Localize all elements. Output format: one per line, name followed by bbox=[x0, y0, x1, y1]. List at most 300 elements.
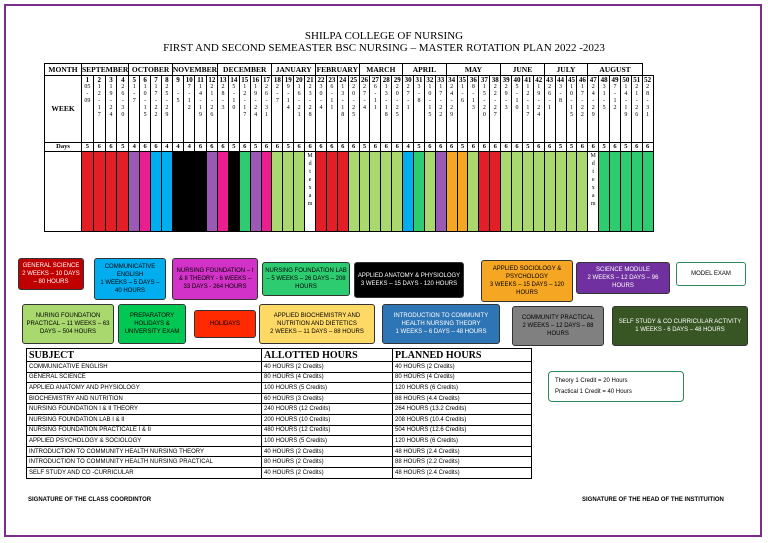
week-dates: 2 9 - 3 bbox=[504, 84, 508, 111]
subject-cell: COMMUNICATIVE ENGLISH bbox=[27, 362, 262, 373]
week-cell bbox=[228, 76, 239, 143]
week-dates: 1 7 - 2 2 bbox=[439, 84, 443, 118]
legend-box: SCIENCE MODULE 2 WEEKS – 12 DAYS – 96 HOURS bbox=[576, 262, 670, 294]
week-dates: 1 3 - 1 8 bbox=[384, 84, 388, 118]
days-cell: 6 bbox=[272, 143, 283, 152]
week-number: 19 bbox=[284, 76, 292, 84]
week-cell bbox=[195, 76, 206, 143]
rotation-color-cell bbox=[261, 152, 272, 232]
days-cell: 4 bbox=[172, 143, 183, 152]
week-dates: 2 4 - 2 9 bbox=[450, 84, 454, 118]
week-dates: 1 0 - 1 5 bbox=[428, 84, 432, 118]
planned-cell: 48 HOURS (2.4 Credits) bbox=[393, 467, 532, 478]
rotation-color-cell bbox=[117, 152, 129, 232]
week-number: 18 bbox=[273, 76, 281, 84]
rotation-color-cell bbox=[599, 152, 610, 232]
week-number: 52 bbox=[644, 76, 652, 84]
week-number: 5 bbox=[132, 76, 136, 84]
week-number: 16 bbox=[252, 76, 260, 84]
week-dates: 1 - 7 bbox=[132, 84, 136, 104]
week-cell bbox=[610, 76, 621, 143]
week-cell bbox=[172, 76, 183, 143]
week-cell bbox=[512, 76, 523, 143]
rotation-color-cell bbox=[403, 152, 414, 232]
week-dates: 2 5 - 2 9 bbox=[165, 84, 169, 118]
rotation-color-cell bbox=[218, 152, 229, 232]
days-cell: 5 bbox=[620, 143, 631, 152]
month-header: APRIL bbox=[403, 64, 447, 76]
allotted-cell: 80 HOURS (2 Credits) bbox=[262, 457, 393, 468]
allotted-cell: 100 HOURS (5 Credits) bbox=[262, 436, 393, 447]
table-row bbox=[27, 414, 532, 425]
rotation-table bbox=[44, 63, 654, 232]
table-row bbox=[27, 446, 532, 457]
days-cell: 6 bbox=[468, 143, 479, 152]
days-cell: 5 bbox=[522, 143, 533, 152]
days-cell: 6 bbox=[151, 143, 162, 152]
week-number: 25 bbox=[350, 76, 358, 84]
days-cell: 6 bbox=[533, 143, 544, 152]
days-cell: 6 bbox=[316, 143, 327, 152]
allotted-cell: 40 HOURS (2 Credits) bbox=[262, 446, 393, 457]
rotation-color-cell bbox=[424, 152, 435, 232]
plan-title: FIRST AND SECOND SEMEASTER BSC NURSING – MASTER ROTATION PLAN 2022 -2023 bbox=[163, 42, 605, 54]
days-cell: 6 bbox=[479, 143, 490, 152]
month-header: MARCH bbox=[359, 64, 403, 76]
week-number: 4 bbox=[121, 76, 125, 84]
week-number: 40 bbox=[513, 76, 521, 84]
planned-cell: 120 HOURS (6 Credits) bbox=[393, 436, 532, 447]
week-number: 35 bbox=[459, 76, 467, 84]
planned-cell: 80 HOURS (4 Credits) bbox=[393, 372, 532, 383]
days-cell: 4 bbox=[129, 143, 140, 152]
planned-cell: 40 HOURS (2 Credits) bbox=[393, 362, 532, 373]
week-dates: 2 0 - 2 5 bbox=[352, 84, 356, 118]
rotation-color-cell bbox=[479, 152, 490, 232]
week-dates: 7 - 1 2 bbox=[187, 84, 191, 111]
week-cell bbox=[414, 76, 425, 143]
days-cell: 4 bbox=[403, 143, 414, 152]
planned-cell: 120 HOURS (6 Credits) bbox=[393, 383, 532, 394]
week-cell bbox=[117, 76, 129, 143]
days-row-label: Days bbox=[45, 143, 82, 152]
allotted-cell: 100 HOURS (5 Credits) bbox=[262, 383, 393, 394]
subject-cell: INTRODUCTION TO COMMUNITY HEALTH NURSING PRACTICAL bbox=[27, 457, 262, 468]
days-cell: 6 bbox=[348, 143, 359, 152]
table-row bbox=[27, 393, 532, 404]
month-header: OCTOBER bbox=[129, 64, 173, 76]
week-number: 44 bbox=[557, 76, 565, 84]
week-number: 22 bbox=[317, 76, 325, 84]
legend-box: HOLIDAYS bbox=[194, 310, 256, 338]
week-number: 21 bbox=[306, 76, 314, 84]
week-cell bbox=[599, 76, 610, 143]
week-number: 9 bbox=[176, 76, 180, 84]
legend-box: MODEL EXAM bbox=[676, 262, 746, 286]
week-number: 41 bbox=[524, 76, 532, 84]
rotation-color-cell bbox=[172, 152, 183, 232]
week-number: 26 bbox=[361, 76, 369, 84]
week-number: 39 bbox=[502, 76, 510, 84]
week-cell bbox=[446, 76, 457, 143]
rotation-color-cell bbox=[195, 152, 206, 232]
week-number: 27 bbox=[371, 76, 379, 84]
week-cell bbox=[457, 76, 468, 143]
rotation-color-cell bbox=[588, 152, 599, 232]
rotation-color-cell bbox=[93, 152, 105, 232]
week-cell bbox=[381, 76, 392, 143]
week-number: 37 bbox=[480, 76, 488, 84]
days-cell: 4 bbox=[184, 143, 195, 152]
rotation-color-cell bbox=[631, 152, 642, 232]
rotation-color-cell bbox=[283, 152, 294, 232]
days-cell: 6 bbox=[93, 143, 105, 152]
rotation-color-cell bbox=[105, 152, 117, 232]
days-cell: 5 bbox=[457, 143, 468, 152]
legend-box: SELF STUDY & CO CURRICULAR ACTIVITY 1 WEEKS - 6 DAYS – 48 HOURS bbox=[612, 306, 748, 346]
rotation-color-cell bbox=[294, 152, 305, 232]
days-cell: 5 bbox=[82, 143, 94, 152]
week-dates: 1 2 - 1 7 bbox=[243, 84, 247, 118]
days-cell: 6 bbox=[140, 143, 151, 152]
days-cell: 6 bbox=[435, 143, 446, 152]
week-dates: 2 - 7 bbox=[275, 84, 279, 104]
days-cell: 6 bbox=[577, 143, 588, 152]
week-dates: 2 1 - 2 6 bbox=[210, 84, 214, 118]
week-cell bbox=[501, 76, 512, 143]
week-cell bbox=[555, 76, 566, 143]
days-cell: 5 bbox=[414, 143, 425, 152]
month-header: JANUARY bbox=[272, 64, 316, 76]
week-number: 34 bbox=[448, 76, 456, 84]
week-dates: 1 6 - 2 1 bbox=[297, 84, 301, 118]
week-dates: 2 0 - 2 5 bbox=[395, 84, 399, 118]
month-header: AUGUST bbox=[588, 64, 642, 76]
week-cell bbox=[283, 76, 294, 143]
rotation-color-cell bbox=[239, 152, 250, 232]
week-dates: 1 4 - 1 9 bbox=[624, 84, 628, 118]
days-cell: 5 bbox=[250, 143, 261, 152]
week-cell bbox=[140, 76, 151, 143]
week-number: 2 bbox=[97, 76, 101, 84]
month-header: NOVEMBER bbox=[172, 64, 217, 74]
week-cell bbox=[370, 76, 381, 143]
days-cell: 5 bbox=[555, 143, 566, 152]
rotation-color-cell bbox=[359, 152, 370, 232]
week-number: 49 bbox=[611, 76, 619, 84]
days-cell: 6 bbox=[424, 143, 435, 152]
week-number: 11 bbox=[197, 76, 204, 84]
week-row-label: WEEK bbox=[45, 76, 82, 143]
rotation-color-cell bbox=[272, 152, 283, 232]
days-cell: 6 bbox=[195, 143, 206, 152]
week-cell bbox=[105, 76, 117, 143]
days-cell: 5 bbox=[599, 143, 610, 152]
legend-box: NURSING FOUNDATION LAB – 5 WEEKS – 26 DAYS – 208 HOURS bbox=[262, 262, 350, 296]
rotation-color-cell bbox=[522, 152, 533, 232]
week-number: 15 bbox=[241, 76, 249, 84]
days-cell: 6 bbox=[631, 143, 642, 152]
rotation-color-cell bbox=[370, 152, 381, 232]
allotted-cell: 480 HOURS (12 Credits) bbox=[262, 425, 393, 436]
week-number: 24 bbox=[339, 76, 347, 84]
week-dates: 5 - 1 0 bbox=[232, 84, 236, 111]
week-cell bbox=[403, 76, 414, 143]
week-cell bbox=[588, 76, 599, 143]
week-dates: 1 7 - 2 2 bbox=[154, 84, 158, 118]
week-number: 3 bbox=[109, 76, 113, 84]
days-cell: 6 bbox=[588, 143, 599, 152]
week-dates: 2 6 - 3 1 bbox=[265, 84, 268, 118]
week-dates: 1 0 - 1 5 bbox=[569, 84, 573, 118]
week-number: 43 bbox=[546, 76, 554, 84]
rotation-color-cell bbox=[642, 152, 653, 232]
rotation-color-cell bbox=[348, 152, 359, 232]
model-exam-label: M d t e x a m bbox=[590, 153, 596, 207]
month-row-label: MONTH bbox=[45, 64, 82, 76]
days-cell: 6 bbox=[544, 143, 555, 152]
college-title: SHILPA COLLEGE OF NURSING bbox=[304, 30, 464, 42]
week-number: 47 bbox=[589, 76, 597, 84]
rotation-color-cell bbox=[446, 152, 457, 232]
subject-cell: NURSING FOUNDATION I & II THEORY bbox=[27, 404, 262, 415]
week-dates: 1 3 - 1 8 bbox=[341, 84, 345, 118]
rotation-color-cell bbox=[82, 152, 94, 232]
rotation-color-cell bbox=[566, 152, 577, 232]
credit-note bbox=[548, 371, 684, 402]
rotation-color-cell bbox=[435, 152, 446, 232]
subject-cell: SELF STUDY AND CO -CURRICULAR bbox=[27, 467, 262, 478]
week-number: 7 bbox=[154, 76, 158, 84]
subject-cell: APPLIED PSYCHOLOGY & SOCIOLOGY bbox=[27, 436, 262, 447]
week-number: 13 bbox=[219, 76, 227, 84]
legend-box: INTRODUCTION TO COMMUNITY HEALTH NURSING THEORY 1 WEEKS – 6 DAYS – 48 HOURS bbox=[382, 304, 500, 344]
week-number: 8 bbox=[165, 76, 169, 84]
rotation-color-cell bbox=[140, 152, 151, 232]
week-cell bbox=[272, 76, 283, 143]
credit-theory: Theory 1 Credit = 20 Hours bbox=[555, 378, 628, 384]
week-dates: 8 - 1 3 bbox=[471, 84, 475, 111]
days-cell: 6 bbox=[294, 143, 305, 152]
week-cell bbox=[620, 76, 631, 143]
week-cell bbox=[479, 76, 490, 143]
week-cell bbox=[151, 76, 162, 143]
week-number: 10 bbox=[185, 76, 193, 84]
days-cell: 5 bbox=[117, 143, 129, 152]
week-dates: 1 2 - 1 7 bbox=[526, 84, 530, 118]
planned-cell: 264 HOURS (13.2 Credits) bbox=[393, 404, 532, 415]
days-cell: 6 bbox=[218, 143, 229, 152]
week-dates: 2 4 - 2 9 bbox=[591, 84, 595, 118]
week-number: 14 bbox=[230, 76, 238, 84]
week-dates: 3 0 - 4 bbox=[319, 84, 323, 111]
subject-header: SUBJECT bbox=[27, 349, 262, 362]
legend-box: APPLIED SOCIOLOGY & PSYCHOLOGY 3 WEEKS – 15 DAYS – 120 HOURS bbox=[481, 260, 573, 302]
allotted-cell: 80 HOURS (4 Credits) bbox=[262, 372, 393, 383]
days-cell: 6 bbox=[326, 143, 337, 152]
table-row bbox=[27, 383, 532, 394]
days-cell: 6 bbox=[105, 143, 117, 152]
week-number: 17 bbox=[263, 76, 270, 84]
week-dates: 2 3 - 2 8 bbox=[308, 84, 312, 118]
week-number: 30 bbox=[404, 76, 412, 84]
month-header: MAY bbox=[446, 64, 500, 76]
week-cell bbox=[424, 76, 435, 143]
table-row bbox=[27, 372, 532, 383]
week-number: 45 bbox=[567, 76, 575, 84]
week-dates: 2 6 - 1 bbox=[548, 84, 552, 111]
legend-box: APPLIED ANATOMY & PHYSIOLOGY 3 WEEKS – 15 DAYS - 120 HOURS bbox=[354, 262, 464, 298]
days-cell: 5 bbox=[359, 143, 370, 152]
week-cell bbox=[566, 76, 577, 143]
allotted-cell: 40 HOURS (2 Credits) bbox=[262, 467, 393, 478]
week-number: 42 bbox=[535, 76, 543, 84]
legend-box: APPLIED BIOCHEMISTRY AND NUTRITION AND DIETETICS 2 WEEKS – 11 DAYS – 88 HOURS bbox=[259, 304, 375, 344]
week-cell bbox=[184, 76, 195, 143]
rotation-color-cell bbox=[457, 152, 468, 232]
planned-cell: 88 HOURS (2.2 Credits) bbox=[393, 457, 532, 468]
week-cell bbox=[129, 76, 140, 143]
week-dates: 6 - 1 1 bbox=[373, 84, 377, 111]
rotation-color-cell bbox=[544, 152, 555, 232]
week-cell bbox=[348, 76, 359, 143]
month-header: SEPTEMBER bbox=[82, 64, 129, 74]
week-cell bbox=[642, 76, 653, 143]
legend-box: NURSING FOUNDATION – I & II THEORY - 6 WEEKS – 33 DAYS - 264 HOURS bbox=[172, 258, 258, 300]
signature-coordinator: SIGNATURE OF THE CLASS COORDINTOR bbox=[28, 497, 152, 503]
week-cell bbox=[533, 76, 544, 143]
week-cell bbox=[577, 76, 588, 143]
rotation-color-cell bbox=[228, 152, 239, 232]
week-number: 46 bbox=[578, 76, 586, 84]
week-dates: - 5 bbox=[176, 91, 180, 104]
days-cell: 5 bbox=[228, 143, 239, 152]
legend-box: NURING FOUNDATION PRACTICAL – 11 WEEKS – 63 DAYS – 504 HOURS bbox=[22, 304, 114, 344]
week-dates: 1 4 - 1 9 bbox=[199, 84, 203, 118]
rotation-color-cell bbox=[151, 152, 162, 232]
week-number: 6 bbox=[143, 76, 147, 84]
rotation-color-cell bbox=[555, 152, 566, 232]
week-cell bbox=[82, 76, 94, 143]
week-cell bbox=[359, 76, 370, 143]
subject-cell: INTRODUCTION TO COMMUNITY HEALTH NURSING THEORY bbox=[27, 446, 262, 457]
days-cell: 6 bbox=[239, 143, 250, 152]
week-cell bbox=[261, 76, 272, 143]
week-number: 32 bbox=[426, 76, 434, 84]
week-cell bbox=[316, 76, 327, 143]
month-header: JULY bbox=[544, 64, 588, 76]
week-cell bbox=[305, 76, 316, 143]
week-number: 36 bbox=[469, 76, 477, 84]
week-dates: 1 9 - 2 4 bbox=[537, 84, 541, 118]
subject-cell: GENERAL SCIENCE bbox=[27, 372, 262, 383]
legend-box: COMMUNITY PRACTICAL 2 WEEKS – 12 DAYS – 88 HOURS bbox=[512, 306, 604, 346]
week-dates: 2 6 - 3 0 bbox=[121, 84, 125, 118]
days-cell: 6 bbox=[381, 143, 392, 152]
rotation-color-cell bbox=[468, 152, 479, 232]
rotation-color-cell bbox=[305, 152, 316, 232]
week-number: 38 bbox=[491, 76, 499, 84]
week-number: 20 bbox=[295, 76, 303, 84]
rotation-color-cell bbox=[577, 152, 588, 232]
week-number: 29 bbox=[393, 76, 401, 84]
allotted-cell: 200 HOURS (10 Credits) bbox=[262, 414, 393, 425]
color-row-label bbox=[45, 152, 82, 232]
planned-cell: 88 HOURS (4.4 Credits) bbox=[393, 393, 532, 404]
subject-cell: APPLIED ANATOMY AND PHYSIOLOGY bbox=[27, 383, 262, 394]
week-dates: 1 - 6 bbox=[461, 84, 465, 104]
days-cell: 6 bbox=[392, 143, 403, 152]
rotation-color-cell bbox=[381, 152, 392, 232]
week-number: 50 bbox=[622, 76, 630, 84]
week-cell bbox=[435, 76, 446, 143]
days-cell: 5 bbox=[283, 143, 294, 152]
subject-cell: NURSING FOUNDATION PRACTICALE I & II bbox=[27, 425, 262, 436]
week-cell bbox=[93, 76, 105, 143]
days-cell: 4 bbox=[161, 143, 172, 152]
week-cell bbox=[631, 76, 642, 143]
planned-cell: 504 HOURS (12.6 Credits) bbox=[393, 425, 532, 436]
allotted-cell: 60 HOURS (3 Credits) bbox=[262, 393, 393, 404]
week-cell bbox=[239, 76, 250, 143]
week-cell bbox=[490, 76, 501, 143]
credit-practical: Practical 1 Credit = 40 Hours bbox=[555, 389, 632, 395]
week-dates: 1 0 - 1 5 bbox=[143, 84, 147, 118]
week-dates: 05 - 09 bbox=[84, 84, 91, 104]
planned-header: PLANNED HOURS bbox=[393, 349, 532, 362]
subject-cell: NURSING FOUNDATION LAB I & II bbox=[27, 414, 262, 425]
rotation-color-cell bbox=[392, 152, 403, 232]
rotation-color-cell bbox=[501, 152, 512, 232]
days-cell: 6 bbox=[490, 143, 501, 152]
rotation-color-cell bbox=[533, 152, 544, 232]
week-cell bbox=[337, 76, 348, 143]
week-dates: 2 2 - 2 7 bbox=[493, 84, 497, 118]
rotation-color-cell bbox=[326, 152, 337, 232]
week-cell bbox=[294, 76, 305, 143]
rotation-color-cell bbox=[490, 152, 501, 232]
week-cell bbox=[392, 76, 403, 143]
days-cell: 6 bbox=[446, 143, 457, 152]
model-exam-label: M d t e x a m bbox=[307, 153, 313, 207]
days-cell: 6 bbox=[642, 143, 653, 152]
week-cell bbox=[218, 76, 229, 143]
week-dates: 9 - 1 4 bbox=[286, 84, 290, 111]
month-header: JUNE bbox=[501, 64, 545, 76]
week-dates: 2 7 - 1 bbox=[406, 84, 410, 111]
rotation-color-cell bbox=[250, 152, 261, 232]
week-dates: 2 7 - 4 bbox=[363, 84, 367, 111]
week-dates: 2 8 - 3 bbox=[221, 84, 225, 111]
days-cell: 6 bbox=[305, 143, 316, 152]
legend-box: COMMUNICATIVE ENGLISH 1 WEEKS – 5 DAYS – 40 HOURS bbox=[94, 258, 166, 300]
week-dates: 3 1 - 5 bbox=[602, 84, 606, 111]
week-cell bbox=[250, 76, 261, 143]
week-number: 1 bbox=[85, 76, 90, 84]
allotted-cell: 240 HOURS (12 Credits) bbox=[262, 404, 393, 415]
subject-cell: BIOCHEMISTRY AND NUTRITION bbox=[27, 393, 262, 404]
allotted-cell: 40 HOURS (2 Credits) bbox=[262, 362, 393, 373]
planned-cell: 208 HOURS (10.4 Credits) bbox=[393, 414, 532, 425]
week-dates: 1 9 - 2 4 bbox=[109, 84, 113, 118]
week-number: 12 bbox=[208, 76, 216, 84]
week-number: 28 bbox=[382, 76, 390, 84]
rotation-color-cell bbox=[129, 152, 140, 232]
rotation-color-cell bbox=[620, 152, 631, 232]
week-dates: 7 - 1 2 bbox=[613, 84, 617, 111]
week-dates: 3 - 8 bbox=[417, 84, 421, 104]
week-dates: 1 9 - 2 4 bbox=[254, 84, 258, 118]
